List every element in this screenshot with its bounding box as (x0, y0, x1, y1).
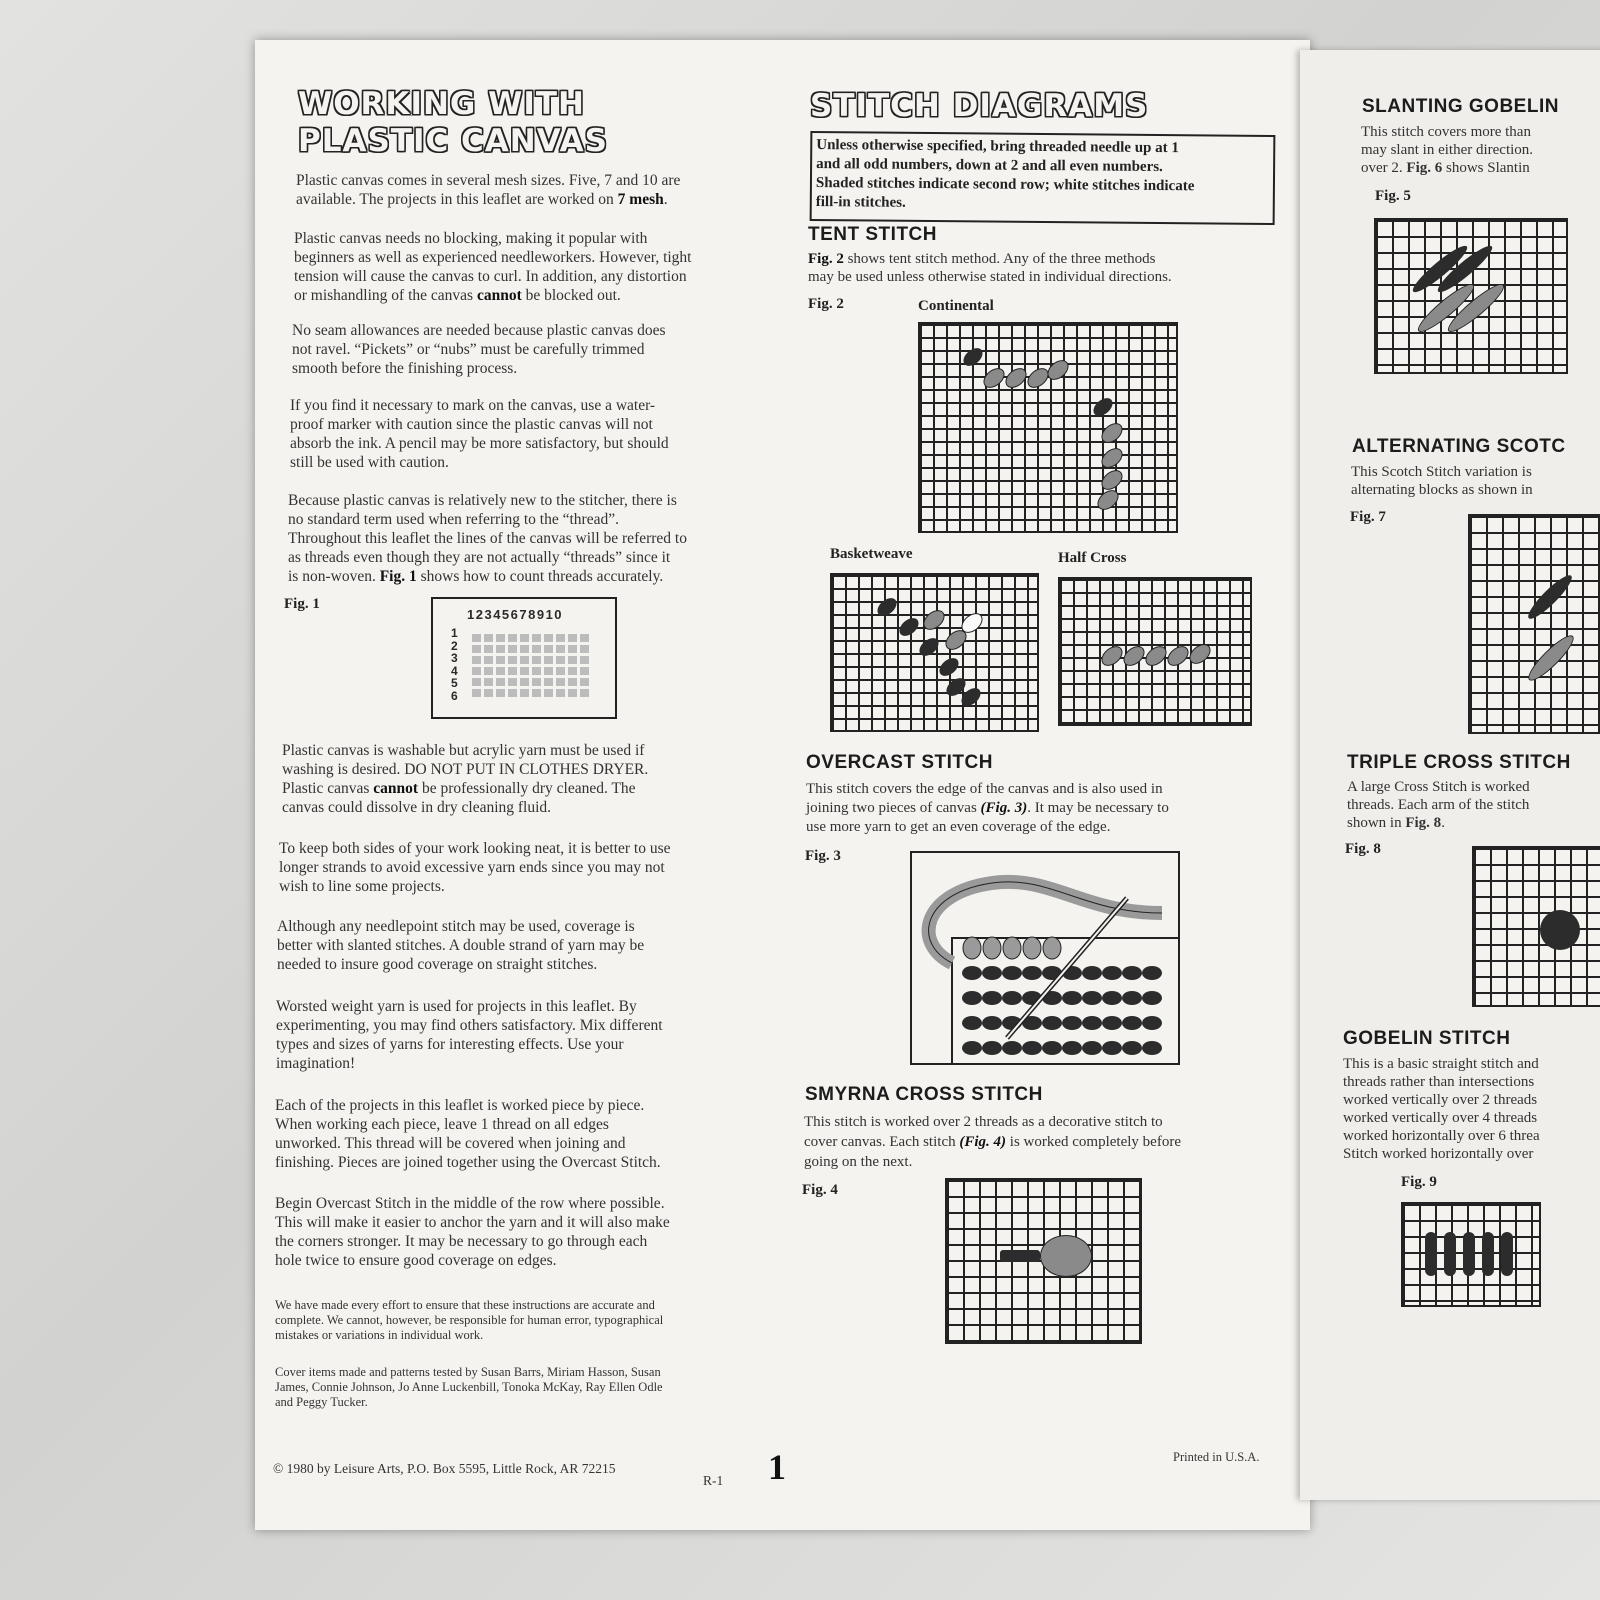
text-line: alternating blocks as shown in (1351, 482, 1533, 498)
text-line: complete. We cannot, however, be responsible for human error, typographical (275, 1313, 664, 1327)
text-line: Plastic canvas is washable but acrylic yarn must be used if (282, 742, 645, 759)
alternating-scotch-text (1351, 463, 1533, 499)
text-line: This stitch covers the edge of the canvas and is also used in (806, 781, 1163, 797)
text-line: experimenting, you may find others satisfactory. Mix different (276, 1017, 663, 1034)
text-line: shown in Fig. 8. (1347, 815, 1445, 831)
stitch (1501, 1232, 1513, 1276)
text-line: finishing. Pieces are joined together using the Overcast Stitch. (275, 1154, 661, 1171)
fig8-diagram (1472, 846, 1600, 1007)
text-line: Although any needlepoint stitch may be used, coverage is (277, 918, 635, 935)
text-line: James, Connie Johnson, Jo Anne Luckenbill, Tonoka McKay, Ray Ellen Odle (275, 1380, 663, 1394)
paragraph-overcast-begin (275, 1194, 670, 1270)
alternating-scotch-heading: ALTERNATING SCOTC (1352, 436, 1566, 457)
gobelin-text (1343, 1055, 1540, 1163)
text-line: Plastic canvas comes in several mesh sizes. Five, 7 and 10 are (296, 172, 681, 189)
text-line: If you find it necessary to mark on the canvas, use a water- (290, 397, 656, 414)
text-line: Fig. 2 shows tent stitch method. Any of the three methods (808, 251, 1156, 267)
text-line: This stitch is worked over 2 threads as a decorative stitch to (804, 1114, 1163, 1130)
credits (275, 1365, 663, 1410)
stitch-diagrams-title: STITCH DIAGRAMS (810, 88, 1149, 124)
text-line: worked horizontally over 6 threa (1343, 1128, 1540, 1144)
text-line: absorb the ink. A pencil may be more satisfactory, but should (290, 435, 669, 452)
text-line: mistakes or variations in individual work. (275, 1328, 484, 1342)
stitch (1482, 1232, 1494, 1276)
continental-label: Continental (918, 298, 994, 314)
text-line: This stitch covers more than (1361, 124, 1531, 140)
page-title-line1: WORKING WITH (298, 86, 585, 122)
text-line: as threads even though they are not actually “threads” since it (288, 549, 671, 566)
text-line: A large Cross Stitch is worked (1347, 779, 1530, 795)
paragraph-mesh (296, 171, 680, 209)
text-line: may slant in either direction. (1361, 142, 1534, 158)
basketweave-diagram (830, 573, 1039, 732)
text-line: still be used with caution. (290, 454, 449, 471)
fig2-label: Fig. 2 (808, 296, 844, 312)
fig5-diagram (1374, 218, 1568, 374)
fig5-label: Fig. 5 (1375, 188, 1411, 204)
paragraph-marking (290, 396, 669, 472)
smyrna-stitch-heading: SMYRNA CROSS STITCH (805, 1084, 1043, 1105)
instructions-note-box (810, 131, 1276, 225)
fig1-column-numbers: 12345678910 (467, 607, 564, 622)
text-line: Shaded stitches indicate second row; white stitches indicate (815, 175, 1195, 195)
fig9-label: Fig. 9 (1401, 1174, 1437, 1190)
text-line: This will make it easier to anchor the yarn and it will also make (275, 1214, 670, 1231)
text-line: worked vertically over 4 threads (1343, 1110, 1538, 1126)
overcast-stitch-text (806, 780, 1169, 837)
fig3-label: Fig. 3 (805, 848, 841, 864)
halfcross-label: Half Cross (1058, 550, 1127, 566)
text-line: cover canvas. Each stitch (Fig. 4) is worked completely before (804, 1134, 1181, 1150)
stitch (1463, 1232, 1475, 1276)
text-line: may be used unless otherwise stated in individual directions. (808, 269, 1172, 285)
text-line: To keep both sides of your work looking neat, it is better to use (279, 840, 671, 857)
text-line: fill-in stitches. (815, 194, 906, 211)
text-line: unworked. This thread will be covered when joining and (275, 1135, 626, 1152)
fig1-row-numbers: 1 2 3 4 5 6 (451, 626, 458, 703)
page-number: 1 (768, 1447, 786, 1487)
fig1-diagram (431, 597, 617, 719)
text-line: hole twice to ensure good coverage on edges. (275, 1252, 557, 1269)
text-line: no standard term used when referring to the “thread”. (288, 511, 619, 528)
disclaimer (275, 1298, 663, 1343)
paragraph-blocking (294, 229, 692, 305)
text-line: We have made every effort to ensure that these instructions are accurate and (275, 1298, 655, 1312)
stitch (1444, 1232, 1456, 1276)
text-line: use more yarn to get an even coverage of the edge. (806, 819, 1111, 835)
text-line: tension will cause the canvas to curl. In addition, any distortion (294, 268, 687, 285)
text-line: Unless otherwise specified, bring threaded needle up at 1 (816, 137, 1179, 157)
page-title-line2: PLASTIC CANVAS (298, 123, 608, 159)
text-line: Because plastic canvas is relatively new to the stitcher, there is (288, 492, 677, 509)
text-line: Cover items made and patterns tested by Susan Barrs, Miriam Hasson, Susan (275, 1365, 661, 1379)
paragraph-pieces (275, 1096, 661, 1172)
text-line: better with slanted stitches. A double strand of yarn may be (277, 937, 645, 954)
text-line: Stitch worked horizontally over (1343, 1146, 1534, 1162)
text-line: Each of the projects in this leaflet is worked piece by piece. (275, 1097, 645, 1114)
text-line: available. The projects in this leaflet are worked on 7 mesh. (296, 191, 668, 208)
text-line: imagination! (276, 1055, 356, 1072)
paragraph-coverage (277, 917, 644, 974)
text-line: Plastic canvas cannot be professionally dry cleaned. The (282, 780, 636, 797)
fig8-label: Fig. 8 (1345, 841, 1381, 857)
stitch (1425, 1232, 1437, 1276)
printed-in: Printed in U.S.A. (1173, 1450, 1260, 1464)
fig7-label: Fig. 7 (1350, 509, 1386, 525)
fig7-diagram (1468, 514, 1600, 734)
text-line: wish to line some projects. (279, 878, 445, 895)
text-line: and all odd numbers, down at 2 and all even numbers. (816, 156, 1163, 176)
text-line: When working each piece, leave 1 thread on all edges (275, 1116, 609, 1133)
paragraph-washing (282, 741, 648, 817)
overcast-illustration (912, 853, 1178, 1063)
text-line: needed to insure good coverage on straight stitches. (277, 956, 598, 973)
slanting-gobelin-heading: SLANTING GOBELIN (1362, 96, 1559, 117)
paragraph-yarn (276, 997, 663, 1073)
text-line: not ravel. “Pickets” or “nubs” must be carefully trimmed (292, 341, 645, 358)
text-line: over 2. Fig. 6 shows Slantin (1361, 160, 1530, 176)
stitch (1040, 1235, 1092, 1277)
text-line: is non-woven. Fig. 1 shows how to count threads accurately. (288, 568, 664, 585)
triple-cross-text (1347, 778, 1530, 832)
text-line: proof marker with caution since the plastic canvas will not (290, 416, 653, 433)
text-line: washing is desired. DO NOT PUT IN CLOTHES DRYER. (282, 761, 649, 778)
overcast-stitch-heading: OVERCAST STITCH (806, 752, 993, 773)
fig1-label: Fig. 1 (284, 596, 320, 612)
text-line: types and sizes of yarns for interesting effects. Use your (276, 1036, 624, 1053)
basketweave-label: Basketweave (830, 546, 913, 562)
text-line: threads. Each arm of the stitch (1347, 797, 1530, 813)
text-line: Throughout this leaflet the lines of the canvas will be referred to (288, 530, 687, 547)
text-line: or mishandling of the canvas cannot be blocked out. (294, 287, 621, 304)
text-line: threads rather than intersections (1343, 1074, 1535, 1090)
text-line: No seam allowances are needed because plastic canvas does (292, 322, 666, 339)
text-line: joining two pieces of canvas (Fig. 3). It may be necessary to (806, 800, 1169, 816)
copyright: © 1980 by Leisure Arts, P.O. Box 5595, Little Rock, AR 72215 (273, 1461, 616, 1476)
text-line: This Scotch Stitch variation is (1351, 464, 1532, 480)
tent-stitch-text (808, 250, 1172, 286)
text-line: Begin Overcast Stitch in the middle of the row where possible. (275, 1195, 665, 1212)
fig1-canvas-grid (469, 631, 589, 699)
triple-cross-heading: TRIPLE CROSS STITCH (1347, 752, 1571, 773)
fig3-diagram (910, 851, 1180, 1065)
gobelin-heading: GOBELIN STITCH (1343, 1028, 1511, 1049)
stitch (1000, 1250, 1040, 1262)
text-line: beginners as well as experienced needleworkers. However, tight (294, 249, 692, 266)
text-line: Plastic canvas needs no blocking, making it popular with (294, 230, 648, 247)
text-line: This is a basic straight stitch and (1343, 1056, 1539, 1072)
slanting-gobelin-text (1361, 123, 1533, 177)
stitch (1540, 910, 1580, 950)
text-line: and Peggy Tucker. (275, 1395, 368, 1409)
fig4-label: Fig. 4 (802, 1182, 838, 1198)
text-line: Worsted weight yarn is used for projects in this leaflet. By (276, 998, 637, 1015)
text-line: the corners stronger. It may be necessary to go through each (275, 1233, 648, 1250)
continental-diagram (918, 322, 1178, 533)
text-line: going on the next. (804, 1154, 913, 1170)
text-line: smooth before the finishing process. (292, 360, 518, 377)
text-line: worked vertically over 2 threads (1343, 1092, 1538, 1108)
smyrna-stitch-text (804, 1112, 1181, 1172)
text-line: longer strands to avoid excessive yarn ends since you may not (279, 859, 665, 876)
tent-stitch-heading: TENT STITCH (808, 224, 937, 245)
page-title (298, 86, 608, 160)
paragraph-threads (288, 491, 687, 586)
paragraph-seams (292, 321, 666, 378)
leaflet-code: R-1 (703, 1473, 724, 1488)
paragraph-neat (279, 839, 671, 896)
text-line: canvas could dissolve in dry cleaning fluid. (282, 799, 552, 816)
